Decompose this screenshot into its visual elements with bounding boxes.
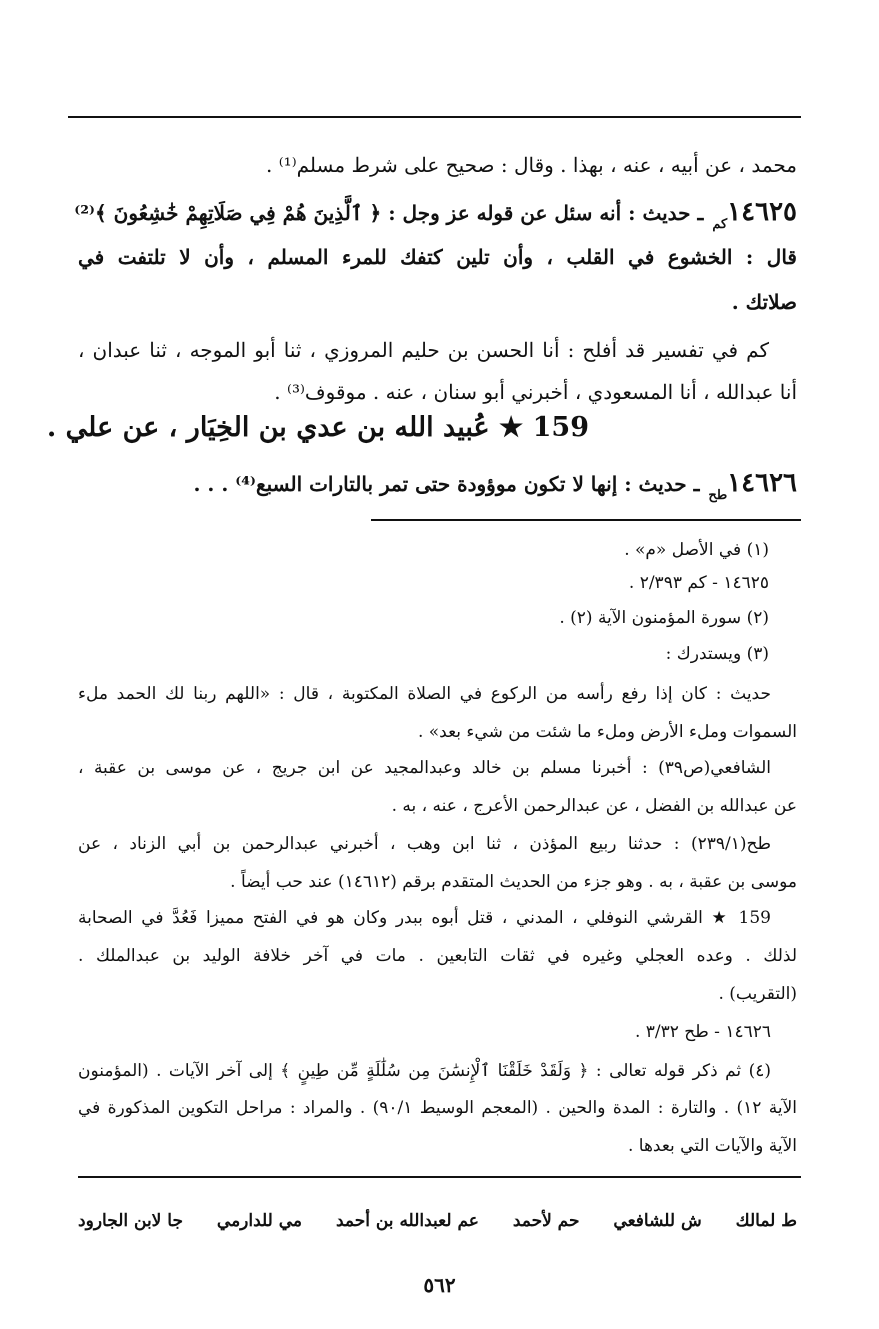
footnote-line: الآية ١٢) . والتارة : المدة والحين . (المعجم الوسيط ٩٠/١) . والمراد : مراحل التكوين المذكورة في xyxy=(78,1098,797,1118)
footnote-separator xyxy=(371,519,801,521)
footnote-line: الشافعي(ص٣٩) : أخبرنا مسلم بن خالد وعبدالمجيد عن ابن جريج ، عن موسى بن عقبة ، xyxy=(78,758,771,778)
source-abbreviations xyxy=(78,1211,797,1231)
body-line: قال : الخشوع في القلب ، وأن تلين كتفك للمرء المسلم ، وأن لا تلتفت في xyxy=(78,245,797,269)
abbreviation-item: حم لأحمد xyxy=(512,1211,580,1231)
footnote-line: (٣) ويستدرك : xyxy=(665,644,769,664)
footnote-line: السموات وملء الأرض وملء ما شئت من شيء بعد» . xyxy=(417,722,797,742)
footnote-line: طح(٢٣٩/١) : حدثنا ربيع المؤذن ، ثنا ابن وهب ، أخبرني عبدالرحمن بن أبي الزناد ، عن xyxy=(78,834,771,854)
header-rule xyxy=(68,116,801,118)
footnote-line: عن عبدالله بن الفضل ، عن عبدالرحمن الأعرج ، عنه ، به . xyxy=(391,796,797,816)
body-line: كم في تفسير قد أفلح : أنا الحسن بن حليم المروزي ، ثنا أبو الموجه ، ثنا عبدان ، xyxy=(78,338,769,362)
footnote-line: ١٤٦٢٦ - طح ٣/٣٢ . xyxy=(634,1022,771,1042)
abbreviation-item: مي للدارمي xyxy=(216,1211,303,1231)
footnote-line: (٢) سورة المؤمنون الآية (٢) . xyxy=(559,608,769,628)
footnote-line: (التقريب) . xyxy=(718,984,797,1004)
footnote-line: الآية والآيات التي بعدها . xyxy=(627,1136,797,1156)
footnote-line: لذلك . وعده العجلي وغيره في ثقات التابعين . مات في آخر خلافة الوليد بن عبدالملك . xyxy=(78,946,797,966)
source-sigla: كم xyxy=(712,217,728,232)
abbreviation-item: ط لمالك xyxy=(735,1211,797,1231)
narrator-heading: 159 ★ عُبيد الله بن عدي بن الخِيَار ، عن علي . xyxy=(46,412,589,443)
footnote-line: ١٤٦٢٥ - كم ٢/٣٩٣ . xyxy=(628,573,769,593)
abbreviation-item: ش للشافعي xyxy=(613,1211,702,1231)
body-line: أنا عبدالله ، أنا المسعودي ، أخبرني أبو سنان ، عنه . موقوف⁽³⁾ . xyxy=(274,380,797,404)
body-line: صلاتك . xyxy=(731,290,797,314)
hadith-number: ١٤٦٢٥ xyxy=(727,197,797,227)
footnote-line: موسى بن عقبة ، به . وهو جزء من الحديث المتقدم برقم (١٤٦١٢) عند حب أيضاً . xyxy=(230,872,797,892)
abbreviation-item: جا لابن الجارود xyxy=(78,1211,183,1231)
abbreviation-item: عم لعبدالله بن أحمد xyxy=(335,1211,479,1231)
hadith-text: ـ حديث : أنه سئل عن قوله عز وجل : ﴿ ٱلَّذِينَ هُمْ فِي صَلَاتِهِمْ خَٰشِعُونَ ﴾⁽²⁾ xyxy=(74,201,704,225)
source-sigla: طح xyxy=(708,488,728,503)
footnote-line: 159 ★ القرشي النوفلي ، المدني ، قتل أبوه ببدر وكان هو في الفتح مميزا فَعُدَّ في الصحابة xyxy=(78,908,771,928)
footnote-line: (٤) ثم ذكر قوله تعالى : ﴿ وَلَقَدْ خَلَقْنَا ٱلْإِنسَٰنَ مِن سُلَٰلَةٍ مِّن طِينٍ ﴾ إلى آخر الآيات . (المؤمنون xyxy=(78,1061,771,1081)
body-line: محمد ، عن أبيه ، عنه ، بهذا . وقال : صحيح على شرط مسلم⁽¹⁾ . xyxy=(266,153,797,177)
page-number: ٥٦٢ xyxy=(423,1273,456,1297)
abbreviation-rule xyxy=(78,1176,801,1178)
hadith-entry xyxy=(78,468,797,503)
footnote-line: (١) في الأصل «م» . xyxy=(624,540,769,560)
footnote-line: حديث : كان إذا رفع رأسه من الركوع في الصلاة المكتوبة ، قال : «اللهم ربنا لك الحمد ملء xyxy=(78,684,771,704)
hadith-text: ـ حديث : إنها لا تكون موؤودة حتى تمر بالتارات السبع⁽⁴⁾ . . . xyxy=(193,472,700,496)
hadith-number: ١٤٦٢٦ xyxy=(727,468,797,498)
hadith-entry xyxy=(74,197,797,232)
